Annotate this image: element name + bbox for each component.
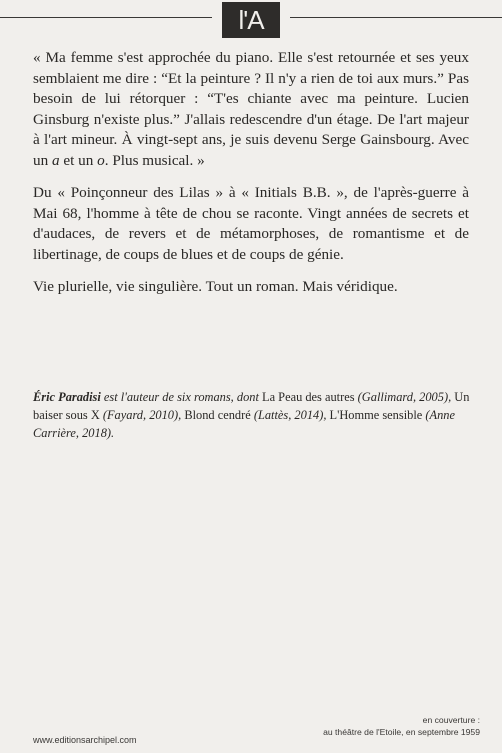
publisher-website: www.editionsarchipel.com [33, 735, 137, 745]
quote-end: . Plus musical. » [104, 151, 205, 169]
book-publisher: (Anne Carrière, 2018). [33, 408, 455, 440]
quote-italic-a: a [51, 151, 60, 169]
book-title: L'Homme sensible [329, 408, 423, 422]
cover-credit [323, 714, 480, 738]
author-name: Éric Paradisi [33, 390, 101, 404]
main-text [33, 48, 469, 298]
quote-mid: et un [59, 151, 98, 169]
book-title: La Peau des autres [262, 390, 355, 404]
book-publisher: (Fayard, 2010), [99, 408, 185, 422]
author-bio [33, 388, 473, 442]
publisher-logo [212, 0, 290, 40]
tagline-paragraph: Vie plurielle, vie singulière. Tout un roman. Mais véridique. [33, 278, 398, 295]
book-title: Un baiser sous X [33, 390, 470, 422]
logo-text: l'A [222, 2, 280, 38]
cover-credit-line1: en couverture : [422, 715, 480, 725]
header-rule-right [290, 17, 502, 18]
book-publisher: (Gallimard, 2005), [354, 390, 455, 404]
header-rule-left [0, 17, 212, 18]
book-title: Blond cendré [184, 408, 251, 422]
cover-credit-line2: au théâtre de l'Etoile, en septembre 1959 [323, 727, 480, 737]
bio-intro: est l'auteur de six romans, dont [100, 390, 263, 404]
quote-text: « Ma femme s'est approchée du piano. Elle s'est retournée et ses yeux semblaient me dire : “Et la peinture ? Il n'y a rien de toi aux murs.” Pas besoin de lui rétorquer : “T'es chiante avec ma peinture. Lucien Ginsburg n'existe plus.” J'allais redescendre d'un étage. De l'art majeur à l'art mineur. À vingt-sept ans, je suis devenu Serge Gainsbourg. Avec un [33, 49, 469, 169]
book-publisher: (Lattès, 2014), [250, 408, 330, 422]
quote-paragraph [33, 48, 469, 171]
summary-paragraph: Du « Poinçonneur des Lilas » à « Initials B.B. », de l'après-guerre à Mai 68, l'homme à tête de chou se raconte. Vingt années de secrets et d'audaces, de revers et de métamorphoses, de romantisme et de libertinage, de coups de blues et de coups de génie. [33, 184, 469, 263]
quote-italic-o: o [97, 151, 105, 169]
